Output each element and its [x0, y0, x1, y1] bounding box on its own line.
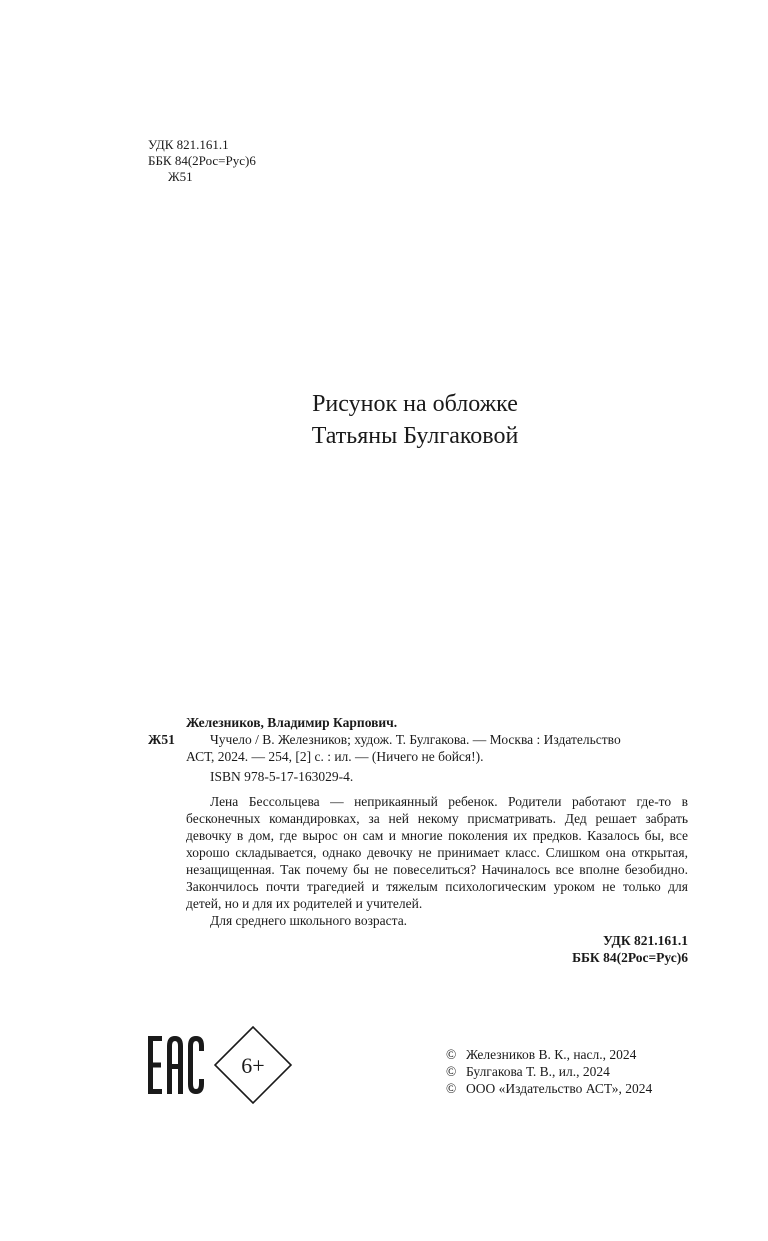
classification-block-top — [148, 137, 256, 185]
diamond-icon — [214, 1026, 292, 1104]
record-description — [148, 731, 688, 765]
isbn: ISBN 978-5-17-163029-4. — [210, 769, 354, 784]
description-line-2: АСТ, 2024. — 254, [2] с. : ил. — (Ничего не бойся!). — [186, 749, 484, 764]
record-code: Ж51 — [148, 732, 175, 747]
annotation-text: Лена Бессольцева — неприкаянный ребенок. Родители работают где-то в бесконечных командировках, за ней некому присматривать. Дед решает забрать девочку в дом, где вырос он сам и многие поколения их предков. Казалось бы, все хорошо складывается, однако девочку не принимает класс. Слишком она открытая, незащищенная. Так почему бы не повеселиться? Начиналось все вполне безобидно. Закончилось почти трагедией и тяжелым психологическим уроком не только для детей, но и для их родителей и учителей. — [186, 794, 688, 911]
age-rating-text: 6+ — [241, 1053, 265, 1078]
cover-credit-line-2: Татьяны Булгаковой — [311, 423, 519, 449]
age-note: Для среднего школьного возраста. — [210, 913, 408, 928]
description-line-1: Чучело / В. Железников; худож. Т. Булгакова. — Москва : Издательство — [210, 732, 621, 747]
bibliographic-record — [148, 714, 688, 966]
copyright-line — [446, 1080, 652, 1097]
age-rating-badge — [214, 1026, 292, 1104]
eac-logo — [148, 1036, 204, 1094]
udk-code: УДК 821.161.1 — [148, 137, 229, 152]
udk-code-bottom: УДК 821.161.1 — [603, 933, 688, 948]
eac-mark-icon — [148, 1036, 204, 1094]
bbk-code: ББК 84(2Рос=Рус)6 — [148, 153, 256, 168]
annotation — [148, 793, 688, 912]
copyright-text: Железников В. К., насл., 2024 — [466, 1047, 637, 1062]
copyright-block — [446, 1046, 652, 1097]
record-author: Железников, Владимир Карпович. — [186, 715, 398, 730]
copyright-line — [446, 1046, 652, 1063]
copyright-text: Булгакова Т. В., ил., 2024 — [466, 1064, 610, 1079]
classification-block-bottom — [148, 932, 688, 966]
copyright-icon: © — [446, 1064, 457, 1079]
author-mark: Ж51 — [168, 169, 193, 184]
copyright-icon: © — [446, 1081, 457, 1096]
copyright-icon: © — [446, 1047, 457, 1062]
cover-credit-line-1: Рисунок на обложке — [312, 391, 518, 417]
copyright-text: ООО «Издательство АСТ», 2024 — [466, 1081, 653, 1096]
copyright-line — [446, 1063, 652, 1080]
cover-credit — [250, 388, 580, 452]
bbk-code-bottom: ББК 84(2Рос=Рус)6 — [572, 950, 688, 965]
